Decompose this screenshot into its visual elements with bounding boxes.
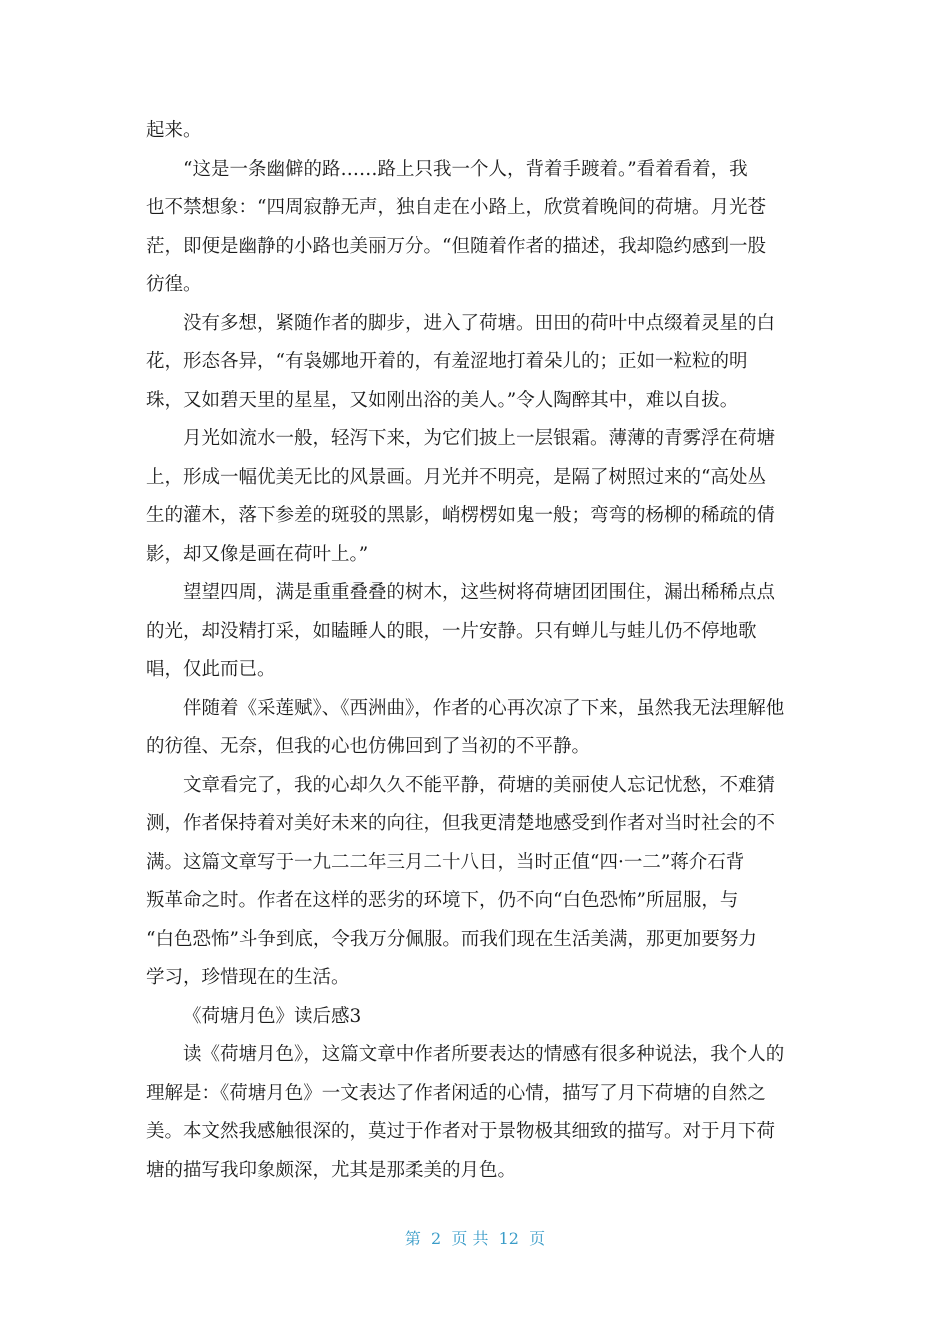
page-number-footer: 第 2 页 共 12 页 [404, 1229, 546, 1248]
text-line: 也不禁想象：“四周寂静无声，独自走在小路上，欣赏着晚间的荷塘。月光苍 [146, 197, 766, 218]
text-line: 望望四周，满是重重叠叠的树木，这些树将荷塘团团围住，漏出稀稀点点 [183, 582, 776, 603]
text-line: 文章看完了，我的心却久久不能平静，荷塘的美丽使人忘记忧愁，不难猜 [183, 774, 776, 796]
text-line: 影，却又像是画在荷叶上。” [146, 543, 369, 565]
text-line: 读《荷塘月色》，这篇文章中作者所要表达的情感有很多种说法，我个人的 [183, 1044, 785, 1065]
text-line: 的彷徨、无奈，但我的心也仿佛回到了当初的不平静。 [146, 736, 591, 757]
text-line: 的光，却没精打采，如瞌睡人的眼，一片安静。只有蝉儿与蛙儿仍不停地歌 [146, 620, 757, 642]
text-line: 生的灌木，落下参差的斑驳的黑影，峭楞楞如鬼一般；弯弯的杨柳的稀疏的倩 [146, 505, 776, 526]
text-line: 彷徨。 [146, 274, 202, 295]
section-heading: 《荷塘月色》读后感3 [183, 1005, 362, 1027]
text-line: 花，形态各异，“有袅娜地开着的，有羞涩地打着朵儿的；正如一粒粒的明 [146, 351, 748, 372]
text-line: 满。这篇文章写于一九二二年三月二十八日，当时正值“四·一二”蒋介石背 [146, 851, 745, 873]
text-line: 测，作者保持着对美好未来的向往，但我更清楚地感受到作者对当时社会的不 [146, 813, 776, 834]
text-line: “白色恐怖”斗争到底，令我万分佩服。而我们现在生活美满，那更加要努力 [146, 928, 757, 950]
text-line: 美。本文然我感触很深的，莫过于作者对于景物极其细致的描写。对于月下荷 [146, 1121, 776, 1142]
text-line: 伴随着《采莲赋》、《西洲曲》，作者的心再次凉了下来，虽然我无法理解他 [183, 697, 785, 719]
text-line: 珠，又如碧天里的星星，又如刚出浴的美人。”令人陶醉其中，难以自拔。 [146, 389, 739, 411]
text-line: 塘的描写我印象颇深，尤其是那柔美的月色。 [146, 1159, 517, 1181]
text-line: 学习，珍惜现在的生活。 [146, 967, 350, 988]
text-line: 唱，仅此而已。 [146, 659, 276, 680]
document-body [146, 112, 810, 1190]
text-line: 起来。 [146, 120, 202, 141]
text-line: “这是一条幽僻的路……路上只我一个人，背着手踱着。”看着看着，我 [183, 158, 748, 180]
text-line: 叛革命之时。作者在这样的恶劣的环境下，仍不向“白色恐怖”所屈服，与 [146, 890, 739, 911]
text-line: 理解是：《荷塘月色》一文表达了作者闲适的心情，描写了月下荷塘的自然之 [146, 1082, 766, 1104]
text-line: 茫，即便是幽静的小路也美丽万分。“但随着作者的描述，我却隐约感到一股 [146, 235, 766, 257]
text-line: 上，形成一幅优美无比的风景画。月光并不明亮，是隔了树照过来的“高处丛 [146, 466, 766, 488]
text-line: 月光如流水一般，轻泻下来，为它们披上一层银霜。薄薄的青雾浮在荷塘 [183, 428, 776, 449]
text-line: 没有多想，紧随作者的脚步，进入了荷塘。田田的荷叶中点缀着灵星的白 [183, 312, 776, 334]
